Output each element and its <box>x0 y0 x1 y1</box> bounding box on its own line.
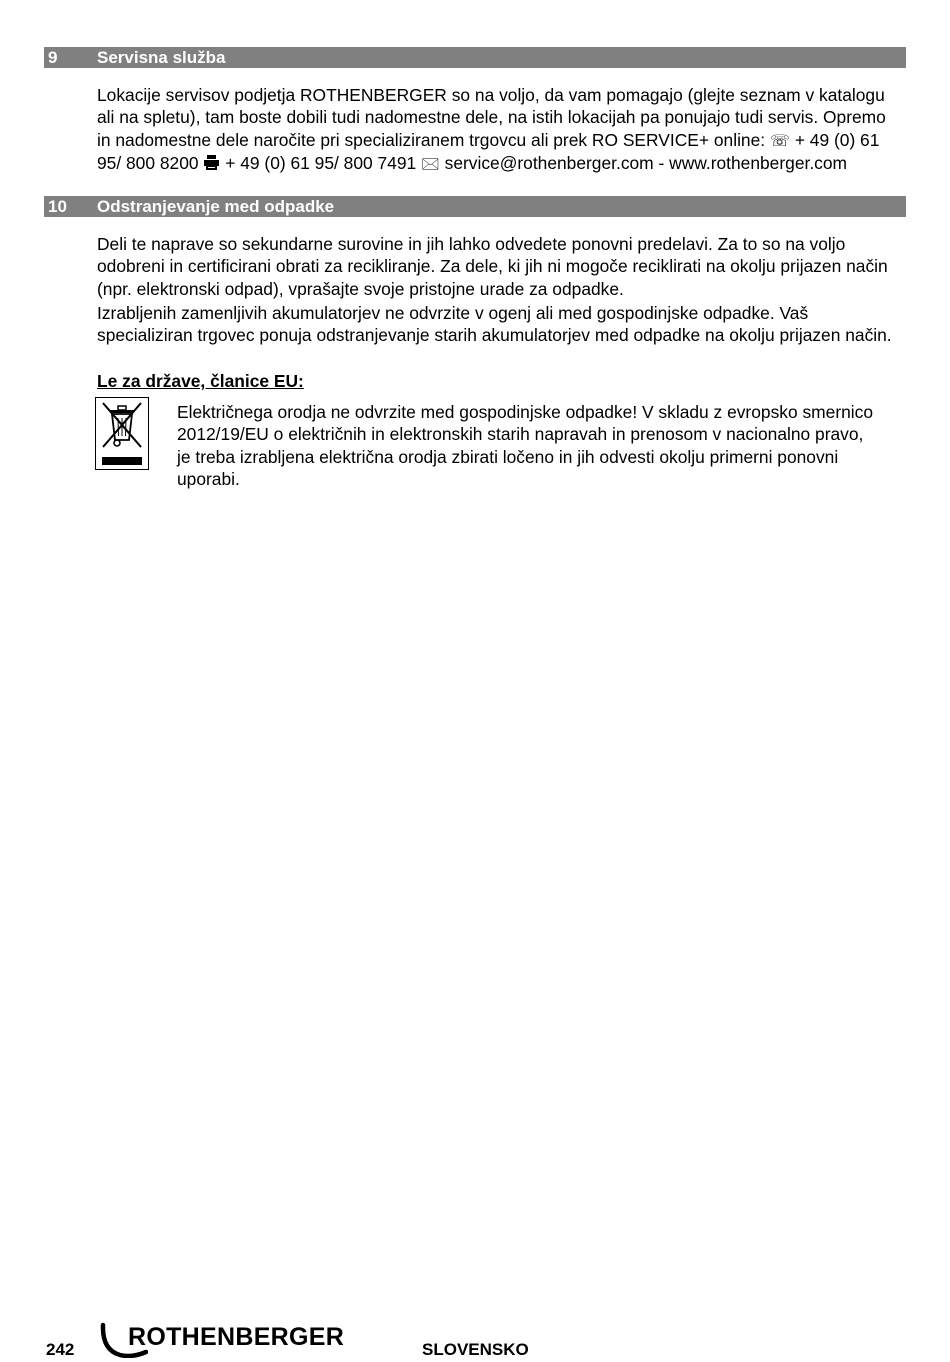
separator: - <box>658 153 665 174</box>
section-9-number: 9 <box>48 48 58 67</box>
page-number: 242 <box>46 1340 75 1359</box>
crossed-out-wheelie-bin-icon <box>95 397 149 470</box>
rothenberger-logo <box>98 1322 348 1358</box>
section-9-header <box>44 47 906 68</box>
eu-members-heading: Le za države, članice EU: <box>97 371 304 391</box>
fax-icon <box>203 155 220 170</box>
service-locations-text: Lokacije servisov podjetja ROTHENBERGER so na voljo, da vam pomagajo (glejte seznam v katalogu ali na spletu), tam boste dobili tudi nadomestne dele, na istih lokacijah pa ponujajo tudi servis. Opremo in nadomestne dele naročite pri specializiranem trgovcu ali prek RO SERVICE+ online: <box>97 85 886 150</box>
telephone-icon: ☏ <box>769 130 790 150</box>
fax-number: + 49 (0) 61 95/ 800 7491 <box>225 153 417 174</box>
email-address[interactable]: service@rothenberger.com <box>444 153 654 174</box>
section-10-title: Odstranjevanje med odpadke <box>97 197 335 216</box>
phone-number: + 49 (0) 61 95/ 800 8200 <box>97 129 880 174</box>
section-9-paragraph <box>97 84 902 176</box>
website-link[interactable]: www.rothenberger.com <box>669 153 848 174</box>
section-10-header <box>44 196 906 217</box>
brand-name: ROTHENBERGER <box>128 1323 345 1351</box>
envelope-icon: 🖂 <box>421 154 440 174</box>
section-9-title: Servisna služba <box>97 48 226 67</box>
weee-directive-text: Električnega orodja ne odvrzite med gospodinjske odpadke! V skladu z evropsko smernico 2012/19/EU o električnih in elektronskih starih napravah in prenosom v nacionalno pravo, je treba izrabljena električna orodja zbirati ločeno in jih odvesti okolju primerni ponovni uporabi. <box>177 402 874 490</box>
battery-disposal-paragraph: Izrabljenih zamenljivih akumulatorjev ne odvrzite v ogenj ali med gospodinjske odpadke. Vaš specializiran trgovec ponuja odstranjevanje starih akumulatorjev med odpadke na okolju prijazen način. <box>97 303 892 346</box>
language-label: SLOVENSKO <box>422 1340 529 1359</box>
section-10-number: 10 <box>48 197 67 216</box>
recycling-paragraph: Deli te naprave so sekundarne surovine in jih lahko odvedete ponovni predelavi. Za to so na voljo odobreni in certificirani obrati za recikliranje. Za dele, ki jih ni mogoče reciklirati na okolju prijazen način (npr. elektronski odpad), vprašajte svoje pristojne urade za odpadke. <box>97 234 888 299</box>
